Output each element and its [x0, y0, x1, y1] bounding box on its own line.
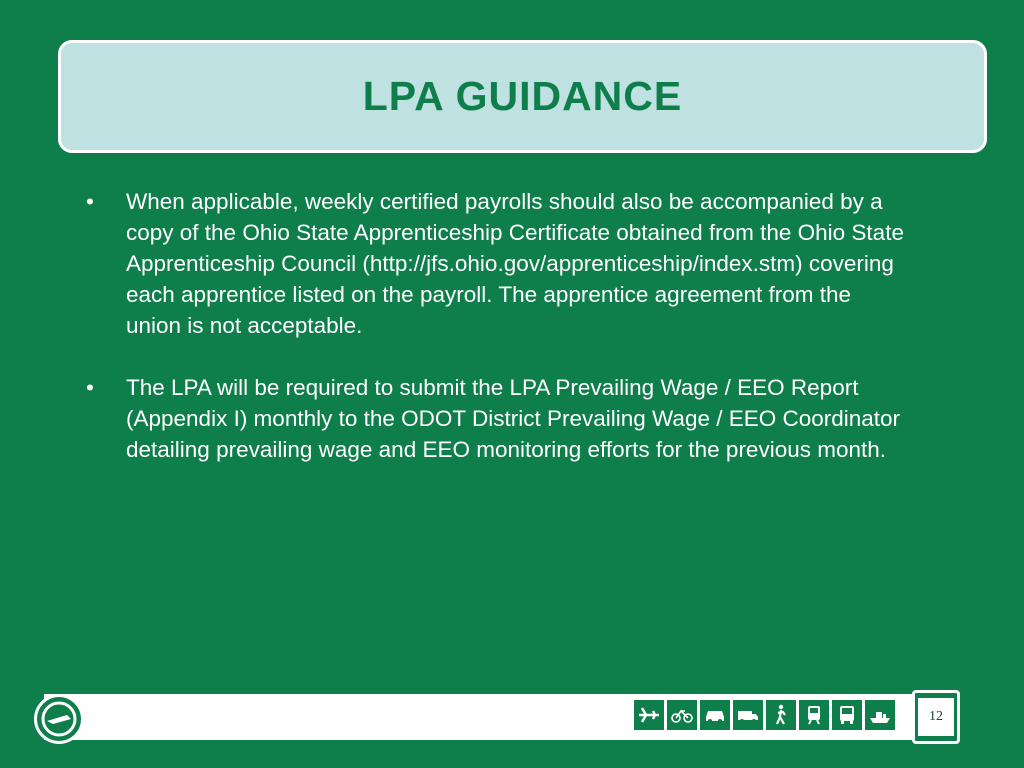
bullet-marker: •: [86, 189, 94, 214]
bus-icon: [832, 700, 862, 730]
bullet-item: [86, 372, 906, 465]
title-banner: [58, 40, 987, 153]
slide-title: LPA GUIDANCE: [362, 73, 683, 119]
footer-bar: [30, 690, 962, 746]
footer-divider: [74, 692, 919, 694]
bullet-text: The LPA will be required to submit the LPA Prevailing Wage / EEO Report (Appendix I) monthly to the ODOT District Prevailing Wage / EEO Coordinator detailing prevailing wage and EEO monitoring efforts for the previous month.: [126, 375, 901, 462]
transport-icons: [634, 700, 895, 732]
footer-divider: [74, 740, 919, 742]
truck-icon: [733, 700, 763, 730]
bullet-marker: •: [86, 375, 94, 400]
car-icon: [700, 700, 730, 730]
train-icon: [799, 700, 829, 730]
page-number: 12: [917, 697, 955, 737]
bullet-list: [86, 186, 906, 496]
bicycle-icon: [667, 700, 697, 730]
bullet-text: When applicable, weekly certified payrolls should also be accompanied by a copy of the Ohio State Apprenticeship Certificate obtained from the Ohio State Apprenticeship Council (http://jfs.ohio.gov/apprenticeship/index.stm) covering each apprentice listed on the payroll. The apprentice agreement from the union is not acceptable.: [126, 189, 904, 338]
bullet-item: [86, 186, 906, 341]
odot-logo-icon: [34, 694, 84, 744]
page-number-box: [912, 690, 960, 744]
airplane-icon: [634, 700, 664, 730]
ship-icon: [865, 700, 895, 730]
pedestrian-icon: [766, 700, 796, 730]
